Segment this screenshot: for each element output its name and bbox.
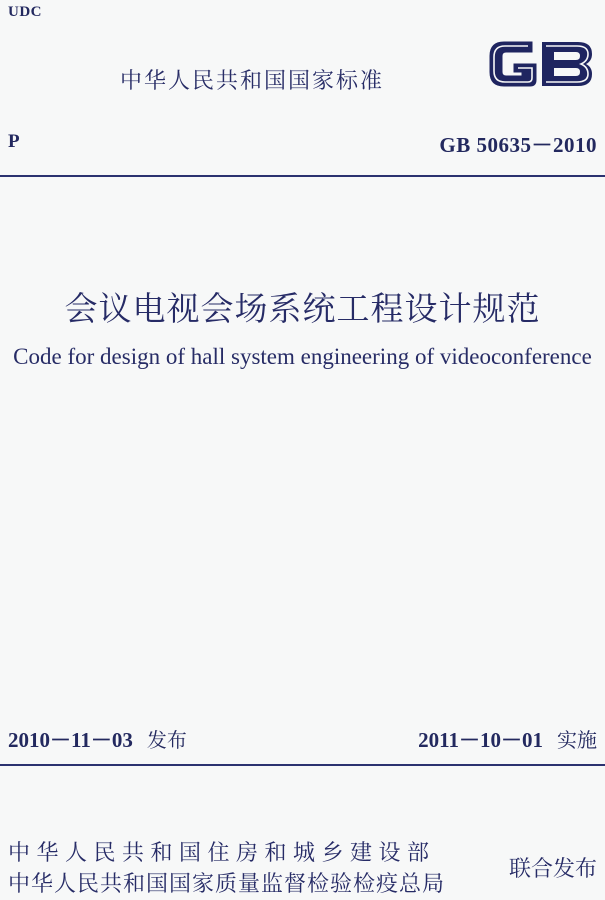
implementation-date: 2011－10－01 (418, 728, 543, 752)
joint-issue-label: 联合发布 (508, 857, 597, 882)
issue-date-row (8, 724, 187, 754)
issue-date: 2010－11－03 (8, 728, 133, 752)
title-chinese: 会议电视会场系统工程设计规范 (64, 289, 541, 328)
issuer-housing-ministry: 中华人民共和国住房和城乡建设部 (8, 841, 436, 866)
top-divider (0, 175, 605, 177)
issue-label: 发布 (146, 728, 187, 752)
title-english: Code for design of hall system engineering of videoconference (13, 344, 592, 369)
gb-logo (484, 34, 598, 94)
issuer-quality-bureau: 中华人民共和国国家质量监督检验检疫总局 (8, 872, 446, 897)
classification-code: P (8, 131, 20, 152)
standard-type-heading: 中华人民共和国国家标准 (120, 69, 385, 94)
implementation-label: 实施 (557, 728, 597, 752)
udc-label: UDC (8, 4, 42, 20)
implementation-date-row (418, 724, 597, 754)
bottom-divider (0, 764, 605, 766)
standard-number: GB 50635－2010 (439, 133, 597, 157)
issuers-block (8, 838, 445, 900)
gb-logo-graphic (484, 34, 598, 94)
